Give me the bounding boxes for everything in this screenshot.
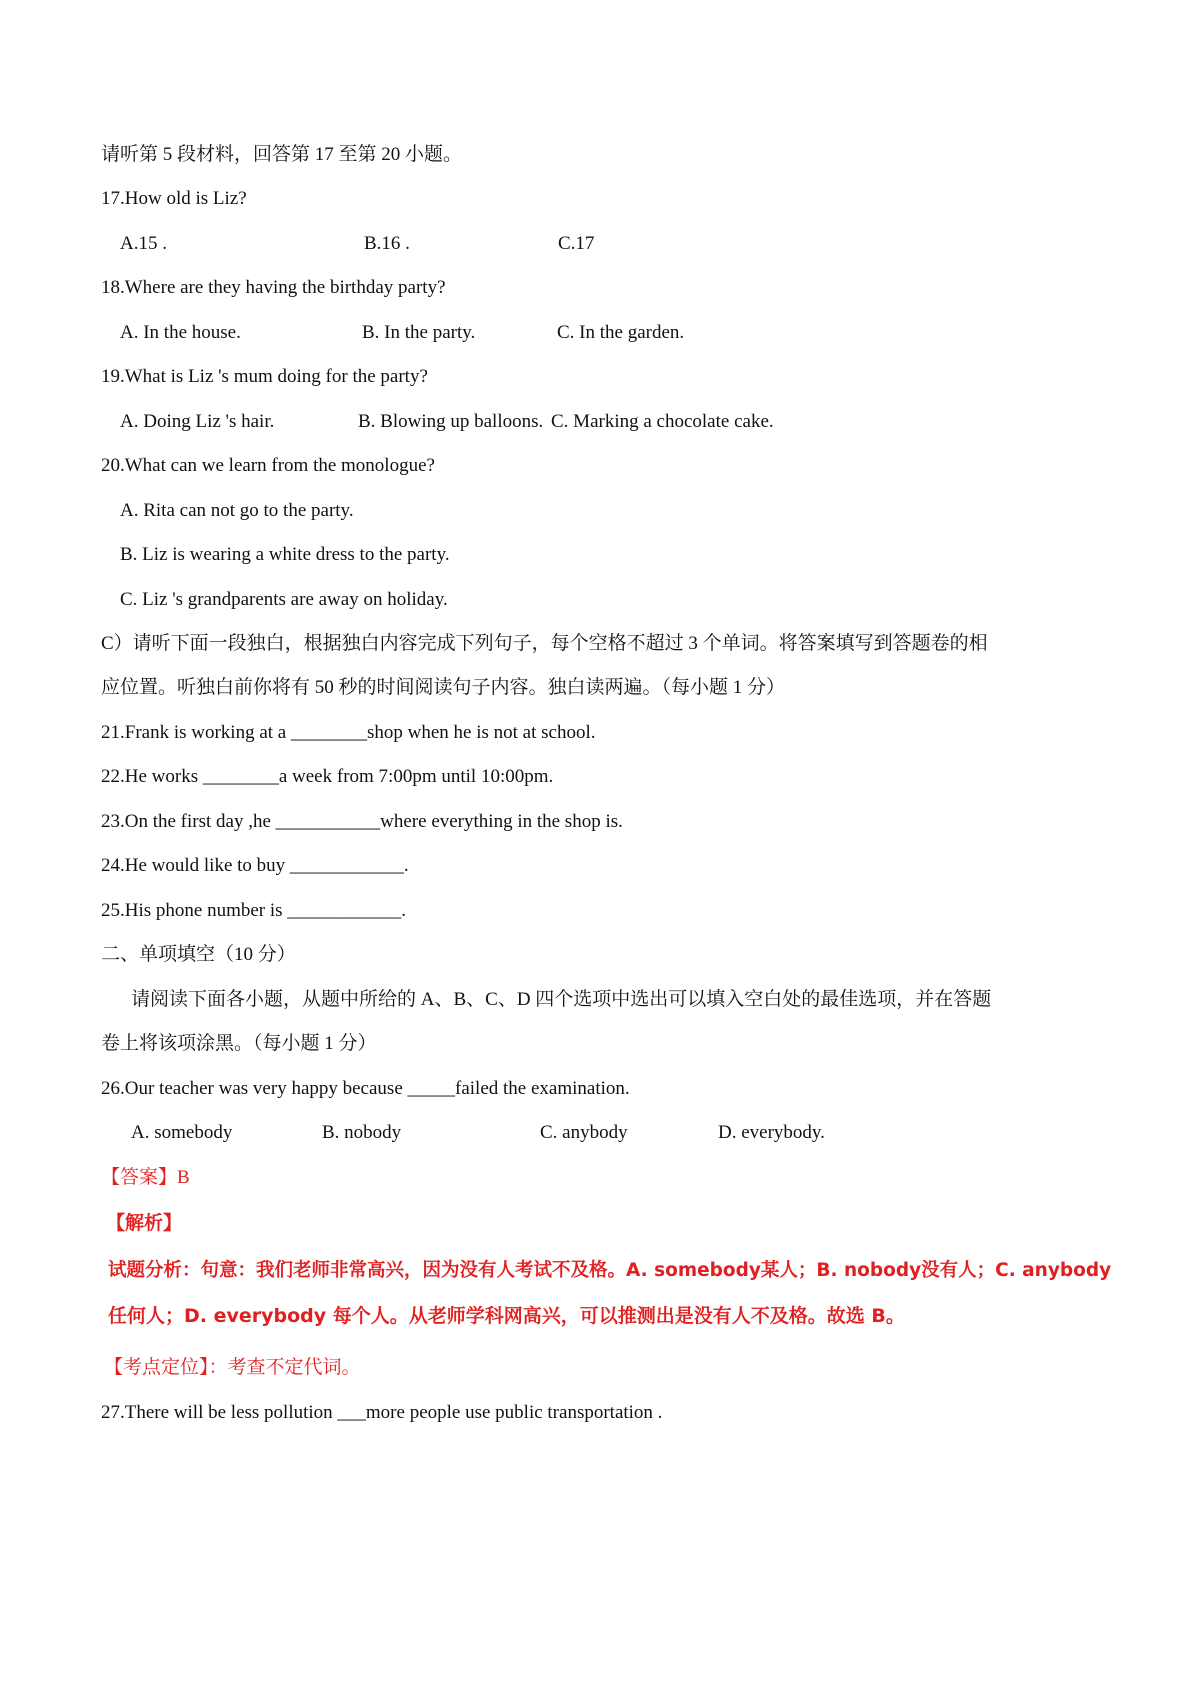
question-17-stem: 17.How old is Liz? bbox=[101, 188, 247, 209]
question-19-stem: 19.What is Liz 's mum doing for the party? bbox=[101, 366, 428, 387]
question-20-option-b: B. Liz is wearing a white dress to the party. bbox=[120, 544, 450, 565]
part2-instruction-line2: 卷上将该项涂黑。（每小题 1 分） bbox=[101, 1033, 377, 1054]
question-27-stem: 27.There will be less pollution ___more people use public transportation . bbox=[101, 1402, 663, 1423]
fill-item-25: 25.His phone number is ____________. bbox=[101, 900, 407, 921]
question-17-option-a: A.15 . bbox=[120, 233, 167, 254]
question-18-stem: 18.Where are they having the birthday party? bbox=[101, 277, 446, 298]
answer-label: 【答案】B bbox=[101, 1167, 190, 1188]
analysis-label: 【解析】 bbox=[106, 1213, 183, 1234]
question-26-option-a: A. somebody bbox=[131, 1122, 233, 1143]
question-18-option-b: B. In the party. bbox=[362, 322, 476, 343]
fill-item-24: 24.He would like to buy ____________. bbox=[101, 855, 409, 876]
question-26-option-b: B. nobody bbox=[322, 1122, 402, 1143]
part5-intro: 请听第 5 段材料，回答第 17 至第 20 小题。 bbox=[101, 144, 463, 165]
fill-item-22: 22.He works ________a week from 7:00pm until 10:00pm. bbox=[101, 766, 554, 787]
part2-instruction-line1: 请阅读下面各小题，从题中所给的 A、B、C、D 四个选项中选出可以填入空白处的最佳选项，并在答题 bbox=[131, 989, 992, 1010]
question-18-option-a: A. In the house. bbox=[120, 322, 241, 343]
fill-item-23: 23.On the first day ,he ___________where everything in the shop is. bbox=[101, 811, 623, 832]
section-c-instruction-line1: C）请听下面一段独白，根据独白内容完成下列句子，每个空格不超过 3 个单词。将答案填写到答题卷的相 bbox=[101, 633, 988, 654]
question-19-option-c: C. Marking a chocolate cake. bbox=[551, 411, 774, 432]
question-26-option-d: D. everybody. bbox=[718, 1122, 825, 1143]
question-20-stem: 20.What can we learn from the monologue? bbox=[101, 455, 435, 476]
question-18-option-c: C. In the garden. bbox=[557, 322, 685, 343]
analysis-text-line2: 任何人；D. everybody 每个人。从老师学科网高兴，可以推测出是没有人不及格。故选 B。 bbox=[108, 1305, 905, 1327]
question-19-option-a: A. Doing Liz 's hair. bbox=[120, 411, 275, 432]
question-19-option-b: B. Blowing up balloons. bbox=[358, 411, 544, 432]
fill-item-21: 21.Frank is working at a ________shop when he is not at school. bbox=[101, 722, 596, 743]
question-20-option-c: C. Liz 's grandparents are away on holiday. bbox=[120, 589, 448, 610]
point-label: 【考点定位】：考查不定代词。 bbox=[104, 1357, 361, 1378]
question-26-option-c: C. anybody bbox=[540, 1122, 628, 1143]
question-17-option-b: B.16 . bbox=[364, 233, 410, 254]
section-c-instruction-line2: 应位置。听独白前你将有 50 秒的时间阅读句子内容。独白读两遍。（每小题 1 分） bbox=[101, 677, 786, 698]
question-17-option-c: C.17 bbox=[558, 233, 595, 254]
question-26-stem: 26.Our teacher was very happy because _____failed the examination. bbox=[101, 1078, 630, 1099]
question-20-option-a: A. Rita can not go to the party. bbox=[120, 500, 354, 521]
part2-heading: 二、单项填空（10 分） bbox=[101, 944, 296, 965]
analysis-text-line1: 试题分析：句意：我们老师非常高兴，因为没有人考试不及格。A. somebody某人；B. nobody没有人；C. anybody bbox=[108, 1260, 1112, 1281]
